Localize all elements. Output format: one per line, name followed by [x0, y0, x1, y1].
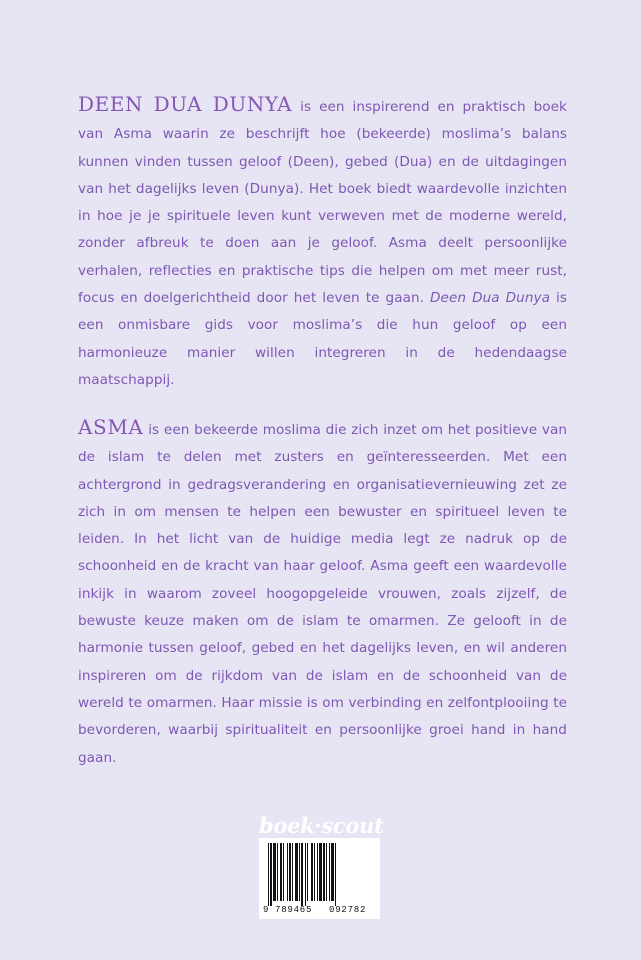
barcode-bar — [277, 843, 278, 901]
barcode-bar — [323, 843, 325, 901]
barcode-bar — [292, 843, 293, 901]
author-bio-text: is een bekeerde moslima die zich inzet om het positieve van de islam te delen met zusters en geïnteresseerden. Met een achtergrond in gedragsverandering en organisatievernieuwing zet ze zich in om mensen te helpen een bewuster en spiritueel leven te leiden. In het licht van de huidige media legt ze nadruk op de schoonheid en de kracht van haar geloof. Asma geeft een waardevolle inkijk in waarom zoveel hoogopgeleide vrouwen, zoals zijzelf, de bewuste keuze maken om de islam te omarmen. Ze gelooft in de harmonie tussen geloof, gebed en het dagelijks leven, en wil anderen inspireren om de rijkdom van de islam en de schoonheid van de wereld te omarmen. Haar missie is om verbinding en zelfontplooiing te bevorderen, waarbij spiritualiteit en persoonlijke groei hand in hand gaan. — [78, 422, 568, 766]
publisher-logo: boek·scout — [259, 813, 384, 838]
barcode-bar — [329, 843, 330, 901]
barcode-group-left: 789465 — [275, 905, 313, 915]
barcode-bar — [317, 843, 318, 901]
barcode-bar — [299, 843, 300, 901]
barcode-bar — [287, 843, 288, 901]
barcode-bar — [301, 843, 303, 906]
barcode-bar — [305, 843, 306, 906]
barcode-bar — [314, 843, 315, 901]
barcode-bar — [331, 843, 334, 901]
barcode-bar — [335, 843, 336, 906]
barcode-bar — [307, 843, 308, 901]
barcode-bar — [268, 843, 269, 906]
book-description-part1: is een inspirerend en praktisch boek van Asma waarin ze beschrijft hoe (bekeerde) moslima’s balans kunnen vinden tussen geloof (Deen), gebed (Dua) en de uitdagingen van het dagelijks leven (Dunya). Het boek biedt waardevolle inzichten in hoe je je spirituele leven kunt verweven met de moderne wereld, zonder afbreuk te doen aan je geloof. Asma deelt persoonlijke verhalen, reflecties en praktische tips die helpen om met meer rust, focus en doelgerichtheid door het leven te gaan. — [78, 99, 567, 307]
book-title-lead: DEEN DUA DUNYA — [78, 92, 293, 116]
barcode-bar — [295, 843, 298, 901]
barcode-bar — [280, 843, 282, 901]
author-name-lead: ASMA — [78, 415, 144, 439]
barcode-bar — [326, 843, 327, 901]
author-bio — [78, 414, 567, 772]
barcode-bar — [273, 843, 276, 901]
barcode-group-right: 092782 — [329, 905, 367, 915]
barcode-bar — [283, 843, 284, 901]
book-title-italic: Deen Dua Dunya — [430, 290, 550, 307]
barcode-bar — [311, 843, 313, 901]
isbn-barcode — [259, 838, 380, 919]
book-description-part2: is een onmisbare gids voor moslima’s die hun geloof op een harmonieuze manier willen integreren in de hedendaagse maatschappij. — [78, 290, 567, 388]
barcode-digit-first: 9 — [263, 905, 270, 915]
book-description — [78, 91, 567, 394]
barcode-bar — [319, 843, 322, 901]
barcode-bar — [270, 843, 272, 906]
barcode-bar — [289, 843, 291, 901]
